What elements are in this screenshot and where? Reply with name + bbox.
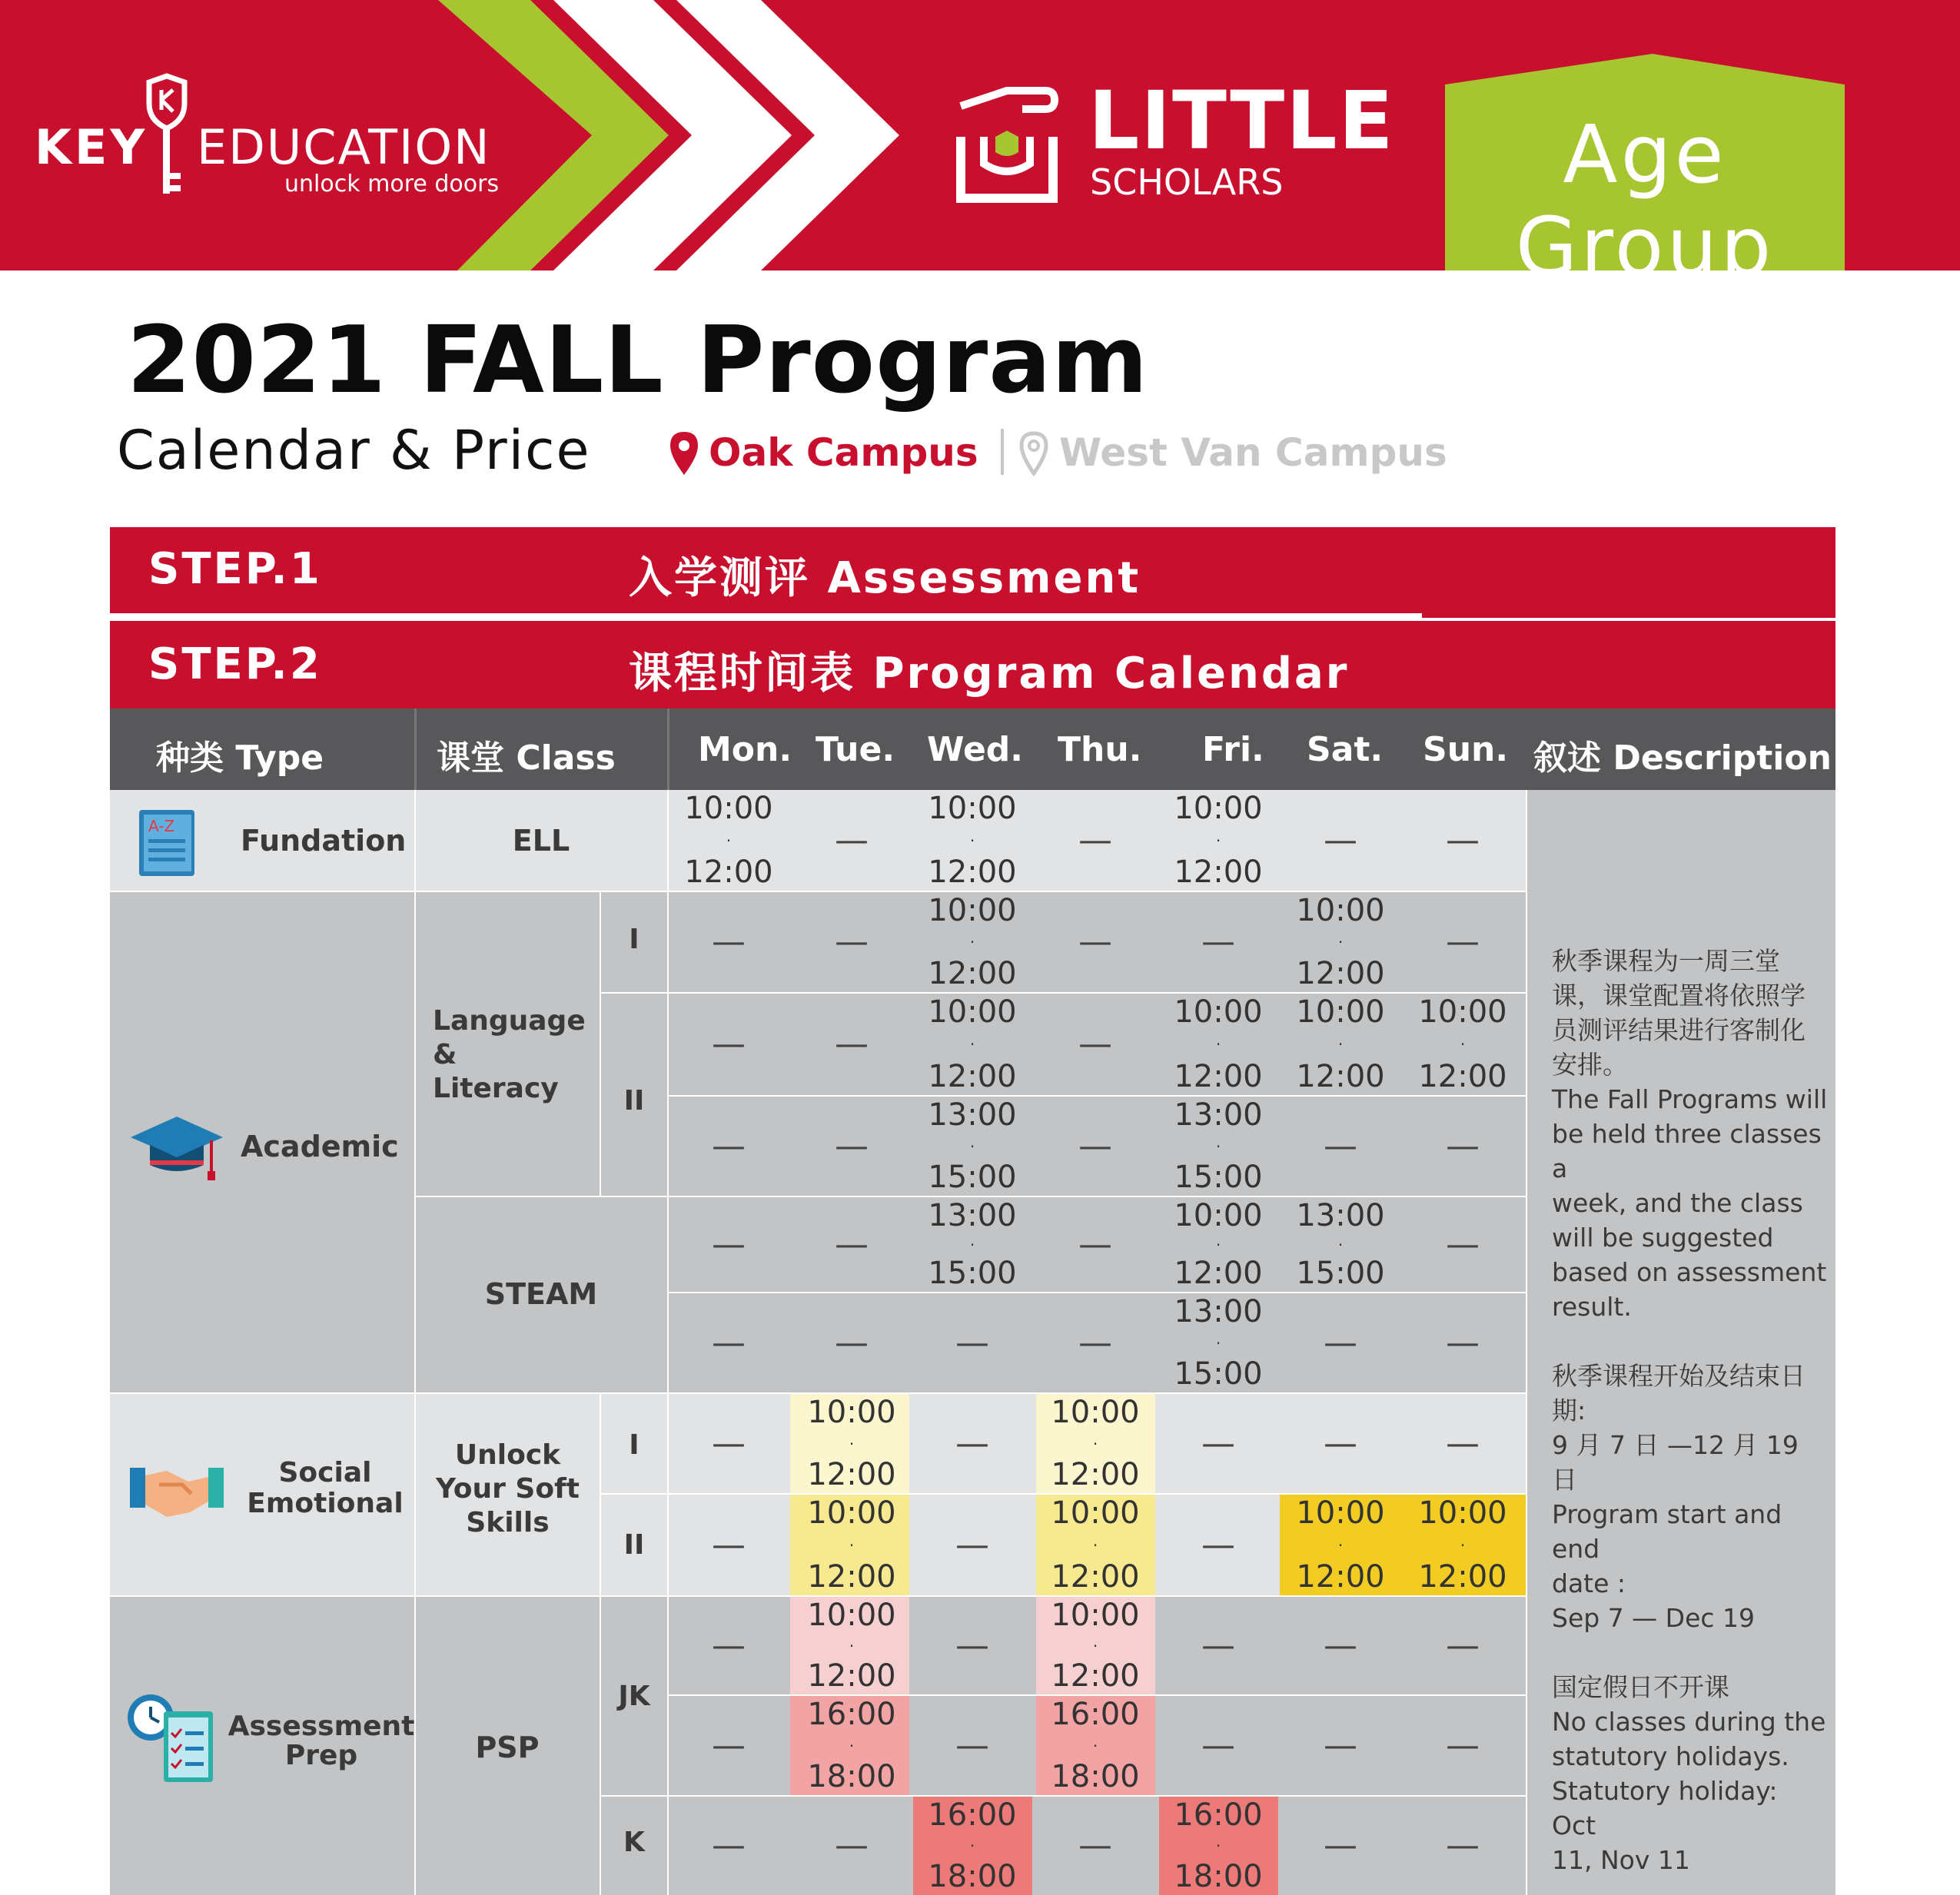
header-sat: Sat. <box>1307 730 1384 769</box>
schedule-cell: — <box>712 1424 746 1463</box>
schedule-cell: — <box>835 1225 869 1264</box>
schedule-cell: — <box>712 922 746 961</box>
schedule-cell: 13:00 · 15:00 <box>928 1097 1017 1195</box>
schedule-cell: 10:00 · 12:00 <box>928 994 1017 1094</box>
key-logo-icon <box>145 73 189 200</box>
description-line: week, and the class <box>1552 1188 1803 1218</box>
schedule-cell: 16:00 · 18:00 <box>807 1697 896 1794</box>
description-line: 课，课堂配置将依照学 <box>1552 981 1806 1011</box>
program-calendar-table <box>110 709 1835 1895</box>
type-academic: Academic <box>241 1130 399 1163</box>
schedule-cell: — <box>1324 1826 1357 1865</box>
schedule-cell: 10:00 · 12:00 <box>807 1495 896 1595</box>
schedule-cell: 10:00 · 12:00 <box>807 1395 896 1492</box>
step1-bar <box>110 527 1835 613</box>
little-scholars-logo-icon <box>953 83 1061 206</box>
description-line: 9 月 7 日 —12 月 19 日 <box>1552 1430 1799 1495</box>
description-line: result. <box>1552 1292 1632 1322</box>
header-sun: Sun. <box>1423 730 1509 769</box>
schedule-cell: 10:00 · 12:00 <box>684 791 773 890</box>
level-ii: II <box>623 1529 645 1561</box>
type-assessment-prep: Assessment Prep <box>228 1711 415 1771</box>
schedule-cell: — <box>1446 922 1480 961</box>
step2-bar <box>110 621 1835 709</box>
schedule-cell: — <box>712 1525 746 1565</box>
schedule-cell: — <box>1078 1225 1112 1264</box>
description-line: 秋季课程为一周三堂 <box>1552 946 1780 976</box>
schedule-cell: — <box>1324 1323 1357 1362</box>
schedule-cell: 10:00 · 12:00 <box>1418 1495 1507 1595</box>
schedule-cell: 10:00 · 12:00 <box>928 893 1017 991</box>
schedule-cell: — <box>1446 1626 1480 1665</box>
age-badge-range: 2.5-4 <box>1486 296 1804 430</box>
header-mon: Mon. <box>698 730 792 769</box>
schedule-cell: — <box>1324 1127 1357 1166</box>
schedule-cell: 10:00 · 12:00 <box>807 1598 896 1694</box>
schedule-cell: 10:00 · 12:00 <box>1296 893 1385 991</box>
description-line: 国定假日不开课 <box>1552 1672 1729 1702</box>
description-line: Statutory holiday: Oct <box>1552 1776 1778 1840</box>
schedule-cell: — <box>1446 821 1480 860</box>
logo-key-word: KEY <box>35 119 148 175</box>
description-line: statutory holidays. <box>1552 1741 1789 1771</box>
schedule-cell: — <box>712 1225 746 1264</box>
type-social-emotional: Social Emotional <box>247 1457 404 1519</box>
schedule-cell: 16:00 · 18:00 <box>928 1797 1017 1894</box>
description-line: 安排。 <box>1552 1050 1628 1080</box>
header-description: 叙述 Description <box>1533 738 1832 778</box>
schedule-cell: — <box>1201 922 1235 961</box>
little-wordmark: LITTLE <box>1088 74 1395 168</box>
schedule-cell: 13:00 · 15:00 <box>1296 1198 1385 1291</box>
description-line: Sep 7 — Dec 19 <box>1552 1603 1755 1633</box>
schedule-cell: 16:00 · 18:00 <box>1174 1797 1263 1894</box>
type-fundation: Fundation <box>241 824 407 858</box>
schedule-cell: 10:00 · 12:00 <box>1296 1495 1385 1595</box>
svg-text:A-Z: A-Z <box>148 817 175 835</box>
schedule-cell: — <box>835 821 869 860</box>
header-type: 种类 Type <box>156 738 324 778</box>
schedule-cell: — <box>712 1127 746 1166</box>
logo-tagline: unlock more doors <box>284 171 500 197</box>
description-line: based on assessment <box>1552 1257 1827 1287</box>
description-line: be held three classes a <box>1552 1119 1822 1183</box>
schedule-cell: 10:00 · 12:00 <box>1174 1198 1263 1291</box>
description-line <box>1552 1635 1829 1670</box>
schedule-cell: 10:00 · 12:00 <box>1174 994 1263 1094</box>
class-psp: PSP <box>475 1731 540 1764</box>
level-jk: JK <box>618 1681 650 1712</box>
schedule-cell: — <box>955 1424 989 1463</box>
schedule-cell: 10:00 · 12:00 <box>1174 791 1263 890</box>
schedule-cell: — <box>955 1323 989 1362</box>
schedule-cell: — <box>1446 1127 1480 1166</box>
description-line: 11, Nov 11 <box>1552 1845 1690 1875</box>
schedule-cell: 13:00 · 15:00 <box>1174 1294 1263 1392</box>
schedule-cell: — <box>1324 1626 1357 1665</box>
schedule-cell: — <box>712 1626 746 1665</box>
age-badge-line1: Age <box>1563 108 1727 201</box>
schedule-cell: — <box>712 1726 746 1765</box>
schedule-cell: — <box>955 1525 989 1565</box>
schedule-cell: — <box>1078 821 1112 860</box>
schedule-cell: — <box>1078 1826 1112 1865</box>
header-tue: Tue. <box>816 730 895 769</box>
schedule-cell: — <box>1201 1525 1235 1565</box>
campus-divider <box>1001 429 1004 475</box>
logo-education-word: EDUCATION <box>197 119 491 175</box>
schedule-cell: — <box>1324 1424 1357 1463</box>
schedule-cell: 10:00 · 12:00 <box>1296 994 1385 1094</box>
schedule-cell: — <box>1324 1726 1357 1765</box>
schedule-cell: — <box>1201 1424 1235 1463</box>
schedule-cell: — <box>1078 1323 1112 1362</box>
description-line: Program start and end <box>1552 1499 1782 1564</box>
schedule-cell: — <box>835 922 869 961</box>
description-line: 秋季课程开始及结束日期: <box>1552 1361 1806 1425</box>
class-steam: STEAM <box>484 1277 598 1311</box>
schedule-cell: — <box>1201 1626 1235 1665</box>
schedule-cell: 13:00 · 15:00 <box>1174 1097 1263 1195</box>
schedule-cell: 10:00 · 12:00 <box>1051 1395 1140 1492</box>
description-line: 员测评结果进行客制化 <box>1552 1015 1806 1045</box>
location-pin-outline-icon <box>1018 430 1049 476</box>
class-soft-skills: Unlock Your Soft Skills <box>436 1439 580 1538</box>
level-ii: II <box>623 1085 645 1117</box>
step1-text: 入学测评 Assessment <box>629 553 1141 603</box>
description-text <box>1552 944 1829 1877</box>
location-pin-icon <box>669 430 699 476</box>
description-line: The Fall Programs will <box>1552 1084 1828 1114</box>
schedule-cell: 16:00 · 18:00 <box>1051 1697 1140 1794</box>
description-line: will be suggested <box>1552 1223 1774 1253</box>
class-ell: ELL <box>512 824 570 858</box>
schedule-cell: — <box>1446 1323 1480 1362</box>
schedule-cell: — <box>1446 1726 1480 1765</box>
campus-oak-tab[interactable]: Oak Campus <box>709 430 978 475</box>
header-wed: Wed. <box>927 730 1024 769</box>
schedule-cell: — <box>1446 1826 1480 1865</box>
schedule-cell: 13:00 · 15:00 <box>928 1198 1017 1291</box>
schedule-cell: — <box>1324 821 1357 860</box>
scholars-wordmark: SCHOLARS <box>1090 161 1284 203</box>
schedule-cell: — <box>1446 1424 1480 1463</box>
schedule-cell: — <box>835 1024 869 1064</box>
description-line: date : <box>1552 1568 1626 1598</box>
header-class: 课堂 Class <box>437 738 616 778</box>
schedule-cell: 10:00 · 12:00 <box>1051 1495 1140 1595</box>
schedule-cell: — <box>835 1323 869 1362</box>
schedule-cell: — <box>712 1024 746 1064</box>
schedule-cell: — <box>1446 1225 1480 1264</box>
page-subtitle: Calendar & Price <box>117 419 591 482</box>
schedule-cell: — <box>1078 922 1112 961</box>
step1-number: STEP.1 <box>148 544 322 594</box>
age-badge-line2: Group <box>1515 200 1775 294</box>
schedule-cell: — <box>712 1323 746 1362</box>
step1-underline <box>1422 613 1835 618</box>
description-line: No classes during the <box>1552 1707 1826 1737</box>
campus-westvan-tab[interactable]: West Van Campus <box>1059 430 1447 475</box>
description-line <box>1552 1324 1829 1359</box>
schedule-cell: 10:00 · 12:00 <box>1051 1598 1140 1694</box>
header-thu: Thu. <box>1058 730 1142 769</box>
schedule-cell: — <box>1201 1726 1235 1765</box>
step2-text: 课程时间表 Program Calendar <box>629 649 1350 699</box>
schedule-cell: — <box>1078 1024 1112 1064</box>
schedule-cell: — <box>955 1626 989 1665</box>
header-fri: Fri. <box>1202 730 1264 769</box>
schedule-cell: — <box>835 1826 869 1865</box>
step2-number: STEP.2 <box>148 639 322 689</box>
schedule-cell: 10:00 · 12:00 <box>1418 994 1507 1094</box>
level-i: I <box>629 1429 639 1461</box>
page-title: 2021 FALL Program <box>127 307 1149 414</box>
level-i: I <box>629 924 639 955</box>
schedule-cell: — <box>712 1826 746 1865</box>
schedule-cell: — <box>835 1127 869 1166</box>
class-language-literacy: Language & Literacy <box>433 1005 586 1104</box>
level-k: K <box>623 1827 645 1858</box>
schedule-cell: — <box>955 1726 989 1765</box>
schedule-cell: 10:00 · 12:00 <box>928 791 1017 890</box>
schedule-cell: — <box>1078 1127 1112 1166</box>
